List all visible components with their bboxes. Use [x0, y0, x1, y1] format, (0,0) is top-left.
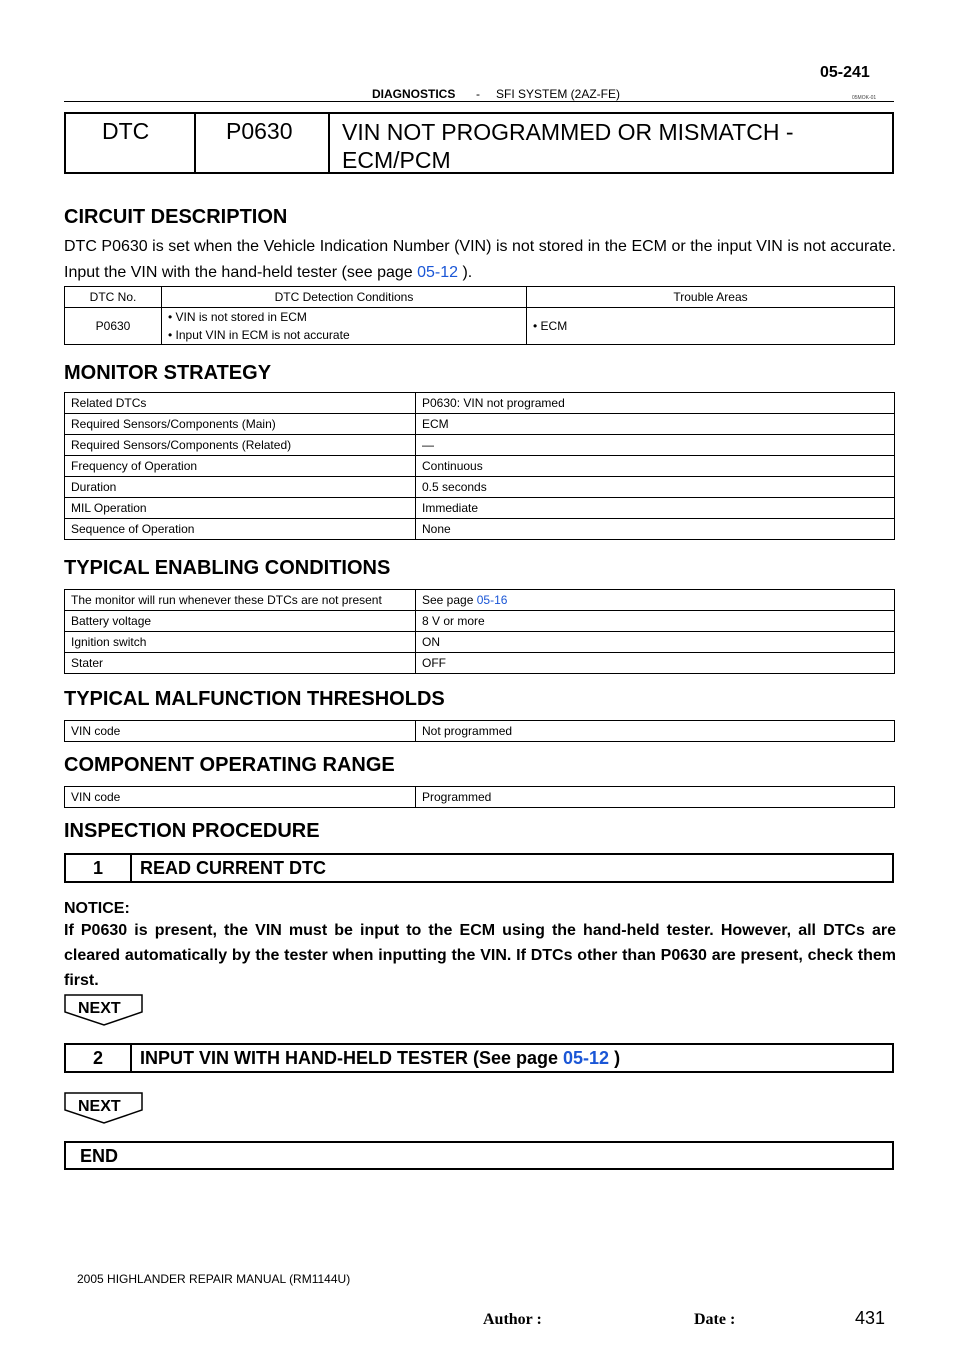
row-value: Immediate [416, 498, 895, 519]
table-row [65, 519, 895, 540]
next-button[interactable] [64, 994, 142, 1026]
thresholds-table [64, 720, 895, 742]
row-value: — [416, 435, 895, 456]
row-value: 8 V or more [416, 611, 895, 632]
thresholds-heading: TYPICAL MALFUNCTION THRESHOLDS [64, 688, 445, 710]
condition-2: • Input VIN in ECM is not accurate [168, 328, 350, 342]
page-link-05-16[interactable]: 05-16 [476, 593, 508, 607]
table-row [65, 632, 895, 653]
header-trouble-areas: Trouble Areas [527, 287, 895, 308]
row-label: Related DTCs [65, 393, 416, 414]
table-row [65, 498, 895, 519]
table-row [65, 308, 895, 345]
row-value: Continuous [416, 456, 895, 477]
doc-code: 05MOK-01 [852, 95, 877, 101]
row-label: Ignition switch [65, 632, 416, 653]
row-value: OFF [416, 653, 895, 674]
manual-footer: 2005 HIGHLANDER REPAIR MANUAL (RM1144U) [77, 1272, 351, 1286]
page-link-05-12[interactable]: 05-12 [417, 264, 459, 281]
end-box [64, 1141, 894, 1170]
table-row [65, 393, 895, 414]
header-section: DIAGNOSTICS [372, 87, 456, 101]
header-detection: DTC Detection Conditions [162, 287, 527, 308]
table-row [65, 653, 895, 674]
notice-label: NOTICE: [64, 900, 130, 917]
circuit-description-heading: CIRCUIT DESCRIPTION [64, 206, 288, 228]
table-row [65, 787, 895, 808]
step-2-box [64, 1043, 894, 1073]
step-1-number: 1 [66, 855, 132, 881]
operating-range-heading: COMPONENT OPERATING RANGE [64, 754, 395, 776]
dtc-code: P0630 [226, 118, 293, 144]
table-row [65, 414, 895, 435]
dtc-label: DTC [102, 118, 150, 144]
dtc-title-box [64, 112, 894, 174]
row-value: 0.5 seconds [416, 477, 895, 498]
row-value: Programmed [416, 787, 895, 808]
author-label: Author : [483, 1311, 542, 1328]
header-dtc-no: DTC No. [65, 287, 162, 308]
row-label: Battery voltage [65, 611, 416, 632]
step-1-title: READ CURRENT DTC [140, 858, 326, 878]
enabling-heading: TYPICAL ENABLING CONDITIONS [64, 557, 391, 579]
row-value: ECM [416, 414, 895, 435]
circuit-description-text [64, 234, 896, 286]
step-1-box [64, 853, 894, 883]
row-label: VIN code [65, 721, 416, 742]
dtc-code-value: P0630 [65, 308, 162, 345]
see-page-text: See page [422, 593, 477, 607]
page-number: 05-241 [820, 64, 870, 81]
page-number-bottom: 431 [855, 1308, 886, 1328]
header-rule [64, 101, 894, 102]
row-label: Stater [65, 653, 416, 674]
circuit-description-body: DTC P0630 is set when the Vehicle Indication Number (VIN) is not stored in the ECM or the input VIN is not accurate. Input the VIN with the hand-held tester (see page [64, 238, 896, 281]
condition-1: • VIN is not stored in ECM [168, 310, 307, 324]
table-row [65, 611, 895, 632]
row-label: MIL Operation [65, 498, 416, 519]
row-label: Required Sensors/Components (Main) [65, 414, 416, 435]
step-2-text: INPUT VIN WITH HAND-HELD TESTER (See page [140, 1048, 564, 1068]
next-label: NEXT [78, 1000, 121, 1017]
table-row [65, 435, 895, 456]
table-row [65, 456, 895, 477]
row-label: The monitor will run whenever these DTCs are not present [65, 590, 416, 611]
page-link-05-12-step2[interactable]: 05-12 [563, 1048, 610, 1068]
row-value: P0630: VIN not programed [416, 393, 895, 414]
monitor-strategy-table [64, 392, 895, 540]
date-label: Date : [694, 1311, 736, 1328]
circuit-description-tail: ). [458, 264, 473, 281]
row-value: None [416, 519, 895, 540]
row-value: ON [416, 632, 895, 653]
row-label: Required Sensors/Components (Related) [65, 435, 416, 456]
end-label: END [80, 1146, 119, 1166]
step-2-number: 2 [66, 1045, 132, 1071]
row-value: Not programmed [416, 721, 895, 742]
table-row [65, 590, 895, 611]
step-2-text-tail: ) [609, 1048, 621, 1068]
next-button[interactable] [64, 1092, 142, 1124]
table-header-row [65, 287, 895, 308]
header-subsection: SFI SYSTEM (2AZ-FE) [496, 87, 621, 101]
trouble-area-value: • ECM [527, 308, 895, 345]
table-row [65, 477, 895, 498]
row-label: Sequence of Operation [65, 519, 416, 540]
row-label: Frequency of Operation [65, 456, 416, 477]
operating-range-table [64, 786, 895, 808]
row-value [416, 590, 895, 611]
notice-text: If P0630 is present, the VIN must be input to the ECM using the hand-held tester. However, all DTCs are cleared automatically by the tester when inputting the VIN. If DTCs other than P0630 are present, check them first. [64, 922, 896, 989]
monitor-strategy-heading: MONITOR STRATEGY [64, 362, 272, 384]
next-label: NEXT [78, 1098, 121, 1115]
dtc-description: VIN NOT PROGRAMMED OR MISMATCH - ECM/PCM [342, 119, 794, 173]
step-2-title [140, 1045, 620, 1071]
row-label: VIN code [65, 787, 416, 808]
enabling-table [64, 589, 895, 674]
detection-conditions [162, 308, 527, 345]
row-label: Duration [65, 477, 416, 498]
inspection-heading: INSPECTION PROCEDURE [64, 820, 320, 842]
table-row [65, 721, 895, 742]
header-dash: - [476, 87, 480, 101]
dtc-table [64, 286, 895, 345]
